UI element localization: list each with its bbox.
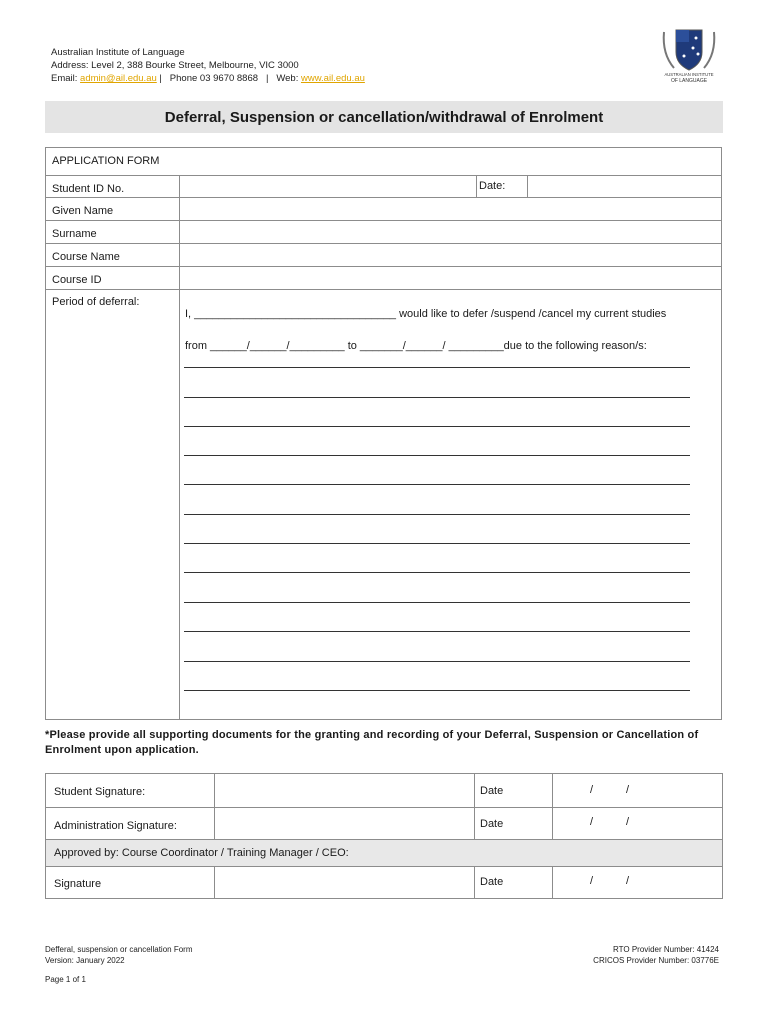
approver-signature-field[interactable] [215,867,473,897]
institute-logo [660,24,718,84]
reason-line[interactable] [184,690,690,691]
date-slash: / [626,875,630,887]
date-field[interactable] [528,176,721,197]
statement-line-2: from ______/______/_________ to _______/______/ _________due to the following reason/s: [185,340,647,352]
phone-text: | Phone 03 9670 8868 | Web: [156,73,301,84]
reason-line[interactable] [184,514,690,515]
admin-signature-label: Administration Signature: [54,820,177,832]
approver-date-field[interactable] [553,867,721,897]
given-name-label: Given Name [52,205,114,217]
approver-date-label: Date [480,876,504,888]
page-title: Deferral, Suspension or cancellation/withdrawal of Enrolment [45,101,723,133]
reason-line[interactable] [184,661,690,662]
admin-date-label: Date [480,818,504,830]
section-title: APPLICATION FORM [52,155,160,167]
admin-signature-field[interactable] [215,808,473,838]
footer-form-name: Defferal, suspension or cancellation Form [45,945,193,954]
footer-version: Version: January 2022 [45,956,125,965]
student-date-field[interactable] [553,775,721,806]
reason-line[interactable] [184,367,690,368]
course-name-label: Course Name [52,251,120,263]
application-form-table [45,147,722,720]
date-slash: / [590,816,594,828]
footer-rto: RTO Provider Number: 41424 [613,945,719,954]
reason-line[interactable] [184,426,690,427]
org-contact [51,73,365,84]
approved-by-label: Approved by: Course Coordinator / Training Manager / CEO: [54,847,349,859]
logo-text-bottom: OF LANGUAGE [670,78,708,84]
org-name: Australian Institute of Language [51,47,185,58]
student-signature-field[interactable] [215,775,473,806]
reason-line[interactable] [184,543,690,544]
footer-cricos: CRICOS Provider Number: 03776E [593,956,719,965]
admin-date-field[interactable] [553,808,721,838]
date-slash: / [626,816,630,828]
surname-field[interactable] [180,221,721,242]
date-slash: / [590,875,594,887]
date-slash: / [626,784,630,796]
reason-line[interactable] [184,455,690,456]
footer-page-number: Page 1 of 1 [45,975,86,984]
reason-line[interactable] [184,602,690,603]
statement-line-1: I, _________________________________ would like to defer /suspend /cancel my current studies [185,308,667,320]
date-label: Date: [479,180,506,192]
supporting-documents-note: *Please provide all supporting documents for the granting and recording of your Deferral, Suspension or Cancellation of Enrolment upon application. [45,729,699,756]
student-id-field[interactable] [180,176,476,197]
student-signature-label: Student Signature: [54,786,146,798]
email-label: Email: [51,73,81,84]
org-address: Address: Level 2, 388 Bourke Street, Melbourne, VIC 3000 [51,60,299,71]
course-id-field[interactable] [180,267,721,288]
reason-line[interactable] [184,484,690,485]
surname-label: Surname [52,228,97,240]
course-name-field[interactable] [180,244,721,265]
reason-line[interactable] [184,397,690,398]
date-slash: / [590,784,594,796]
student-id-label: Student ID No. [52,183,125,195]
course-id-label: Course ID [52,274,102,286]
logo-text-top: AUSTRALIAN INSTITUTE [664,72,714,77]
reason-line[interactable] [184,572,690,573]
signature-table [45,773,723,899]
given-name-field[interactable] [180,198,721,219]
web-link[interactable]: www.ail.edu.au [300,73,365,84]
email-link[interactable]: admin@ail.edu.au [80,73,157,84]
reason-line[interactable] [184,631,690,632]
student-date-label: Date [480,785,504,797]
period-label: Period of deferral: [52,296,140,308]
approver-signature-label: Signature [54,878,102,890]
